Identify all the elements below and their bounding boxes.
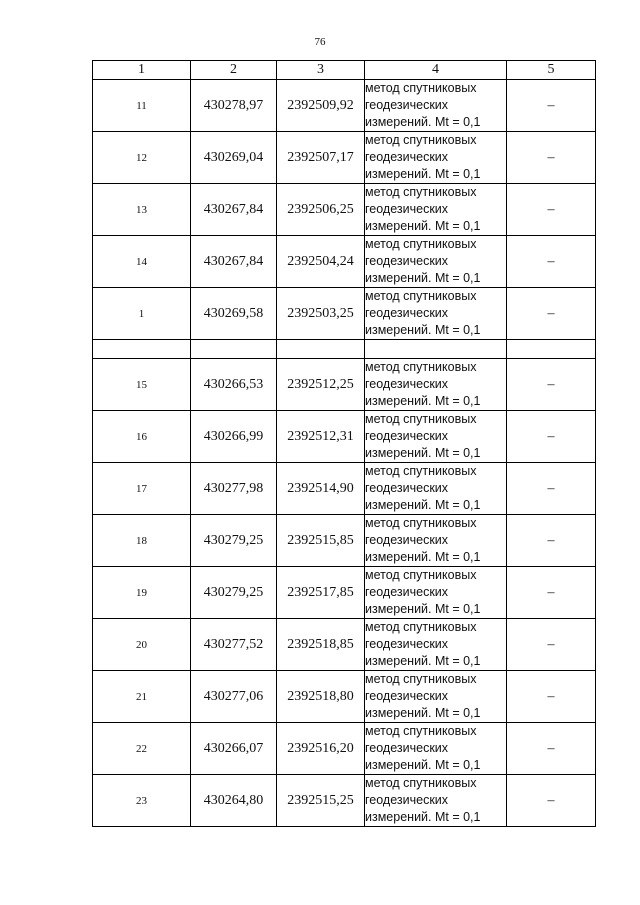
- table-body: [93, 80, 596, 827]
- method-line: измерений. Mt = 0,1: [365, 498, 481, 512]
- empty-cell: [191, 340, 277, 359]
- method-line: геодезических: [365, 689, 449, 703]
- table-row: [93, 80, 596, 132]
- y-coordinate: 2392518,85: [277, 619, 365, 671]
- point-number: 13: [93, 184, 191, 236]
- x-coordinate: 430277,98: [191, 463, 277, 515]
- method-line: метод спутниковых: [365, 360, 477, 374]
- measurement-method: [365, 775, 507, 827]
- method-line: измерений. Mt = 0,1: [365, 758, 481, 772]
- point-number: 23: [93, 775, 191, 827]
- method-line: геодезических: [365, 254, 449, 268]
- method-line: геодезических: [365, 429, 449, 443]
- method-line: метод спутниковых: [365, 516, 477, 530]
- point-number: 14: [93, 236, 191, 288]
- table-row: [93, 515, 596, 567]
- method-line: измерений. Mt = 0,1: [365, 167, 481, 181]
- method-line: геодезических: [365, 585, 449, 599]
- x-coordinate: 430267,84: [191, 184, 277, 236]
- point-number: 11: [93, 80, 191, 132]
- note-cell: –: [507, 775, 596, 827]
- note-cell: –: [507, 236, 596, 288]
- y-coordinate: 2392515,85: [277, 515, 365, 567]
- header-row: [93, 61, 596, 80]
- measurement-method: [365, 359, 507, 411]
- y-coordinate: 2392517,85: [277, 567, 365, 619]
- header-col-4: 4: [365, 61, 507, 80]
- coordinates-table: [92, 60, 596, 827]
- method-line: измерений. Mt = 0,1: [365, 115, 481, 129]
- note-cell: –: [507, 80, 596, 132]
- measurement-method: [365, 463, 507, 515]
- separator-row: [93, 340, 596, 359]
- header-col-1: 1: [93, 61, 191, 80]
- x-coordinate: 430267,84: [191, 236, 277, 288]
- page-number: 76: [314, 36, 326, 48]
- point-number: 20: [93, 619, 191, 671]
- table-row: [93, 359, 596, 411]
- method-line: геодезических: [365, 793, 449, 807]
- empty-cell: [93, 340, 191, 359]
- measurement-method: [365, 567, 507, 619]
- method-line: метод спутниковых: [365, 133, 477, 147]
- method-line: геодезических: [365, 202, 449, 216]
- x-coordinate: 430266,07: [191, 723, 277, 775]
- method-line: измерений. Mt = 0,1: [365, 271, 481, 285]
- note-cell: –: [507, 515, 596, 567]
- x-coordinate: 430266,99: [191, 411, 277, 463]
- x-coordinate: 430264,80: [191, 775, 277, 827]
- method-line: геодезических: [365, 637, 449, 651]
- method-line: метод спутниковых: [365, 724, 477, 738]
- note-cell: –: [507, 619, 596, 671]
- measurement-method: [365, 288, 507, 340]
- x-coordinate: 430279,25: [191, 567, 277, 619]
- method-line: метод спутниковых: [365, 185, 477, 199]
- y-coordinate: 2392503,25: [277, 288, 365, 340]
- y-coordinate: 2392504,24: [277, 236, 365, 288]
- table-row: [93, 567, 596, 619]
- table-row: [93, 463, 596, 515]
- table-row: [93, 236, 596, 288]
- method-line: метод спутниковых: [365, 412, 477, 426]
- method-line: геодезических: [365, 741, 449, 755]
- note-cell: –: [507, 411, 596, 463]
- x-coordinate: 430269,04: [191, 132, 277, 184]
- point-number: 15: [93, 359, 191, 411]
- y-coordinate: 2392506,25: [277, 184, 365, 236]
- method-line: измерений. Mt = 0,1: [365, 810, 481, 824]
- method-line: измерений. Mt = 0,1: [365, 323, 481, 337]
- y-coordinate: 2392514,90: [277, 463, 365, 515]
- y-coordinate: 2392512,31: [277, 411, 365, 463]
- note-cell: –: [507, 567, 596, 619]
- point-number: 19: [93, 567, 191, 619]
- note-cell: –: [507, 288, 596, 340]
- point-number: 16: [93, 411, 191, 463]
- method-line: измерений. Mt = 0,1: [365, 219, 481, 233]
- measurement-method: [365, 619, 507, 671]
- point-number: 17: [93, 463, 191, 515]
- x-coordinate: 430279,25: [191, 515, 277, 567]
- y-coordinate: 2392518,80: [277, 671, 365, 723]
- method-line: метод спутниковых: [365, 672, 477, 686]
- measurement-method: [365, 515, 507, 567]
- x-coordinate: 430277,52: [191, 619, 277, 671]
- method-line: геодезических: [365, 533, 449, 547]
- x-coordinate: 430277,06: [191, 671, 277, 723]
- note-cell: –: [507, 184, 596, 236]
- table-row: [93, 184, 596, 236]
- point-number: 18: [93, 515, 191, 567]
- table-row: [93, 723, 596, 775]
- method-line: измерений. Mt = 0,1: [365, 706, 481, 720]
- empty-cell: [507, 340, 596, 359]
- measurement-method: [365, 184, 507, 236]
- method-line: метод спутниковых: [365, 620, 477, 634]
- method-line: измерений. Mt = 0,1: [365, 394, 481, 408]
- x-coordinate: 430266,53: [191, 359, 277, 411]
- method-line: измерений. Mt = 0,1: [365, 446, 481, 460]
- method-line: измерений. Mt = 0,1: [365, 602, 481, 616]
- table-row: [93, 619, 596, 671]
- method-line: метод спутниковых: [365, 289, 477, 303]
- method-line: геодезических: [365, 377, 449, 391]
- note-cell: –: [507, 463, 596, 515]
- empty-cell: [277, 340, 365, 359]
- note-cell: –: [507, 723, 596, 775]
- y-coordinate: 2392515,25: [277, 775, 365, 827]
- method-line: геодезических: [365, 98, 449, 112]
- method-line: метод спутниковых: [365, 464, 477, 478]
- y-coordinate: 2392512,25: [277, 359, 365, 411]
- method-line: измерений. Mt = 0,1: [365, 550, 481, 564]
- measurement-method: [365, 132, 507, 184]
- point-number: 12: [93, 132, 191, 184]
- method-line: метод спутниковых: [365, 81, 477, 95]
- table-row: [93, 671, 596, 723]
- x-coordinate: 430278,97: [191, 80, 277, 132]
- x-coordinate: 430269,58: [191, 288, 277, 340]
- y-coordinate: 2392507,17: [277, 132, 365, 184]
- method-line: геодезических: [365, 150, 449, 164]
- method-line: геодезических: [365, 306, 449, 320]
- point-number: 22: [93, 723, 191, 775]
- measurement-method: [365, 411, 507, 463]
- note-cell: –: [507, 359, 596, 411]
- measurement-method: [365, 80, 507, 132]
- method-line: метод спутниковых: [365, 568, 477, 582]
- header-col-3: 3: [277, 61, 365, 80]
- header-col-2: 2: [191, 61, 277, 80]
- point-number: 1: [93, 288, 191, 340]
- y-coordinate: 2392509,92: [277, 80, 365, 132]
- header-col-5: 5: [507, 61, 596, 80]
- method-line: метод спутниковых: [365, 776, 477, 790]
- table-row: [93, 411, 596, 463]
- measurement-method: [365, 236, 507, 288]
- method-line: измерений. Mt = 0,1: [365, 654, 481, 668]
- empty-cell: [365, 340, 507, 359]
- table-row: [93, 288, 596, 340]
- note-cell: –: [507, 671, 596, 723]
- method-line: метод спутниковых: [365, 237, 477, 251]
- table-row: [93, 775, 596, 827]
- method-line: геодезических: [365, 481, 449, 495]
- measurement-method: [365, 671, 507, 723]
- table-row: [93, 132, 596, 184]
- y-coordinate: 2392516,20: [277, 723, 365, 775]
- point-number: 21: [93, 671, 191, 723]
- measurement-method: [365, 723, 507, 775]
- note-cell: –: [507, 132, 596, 184]
